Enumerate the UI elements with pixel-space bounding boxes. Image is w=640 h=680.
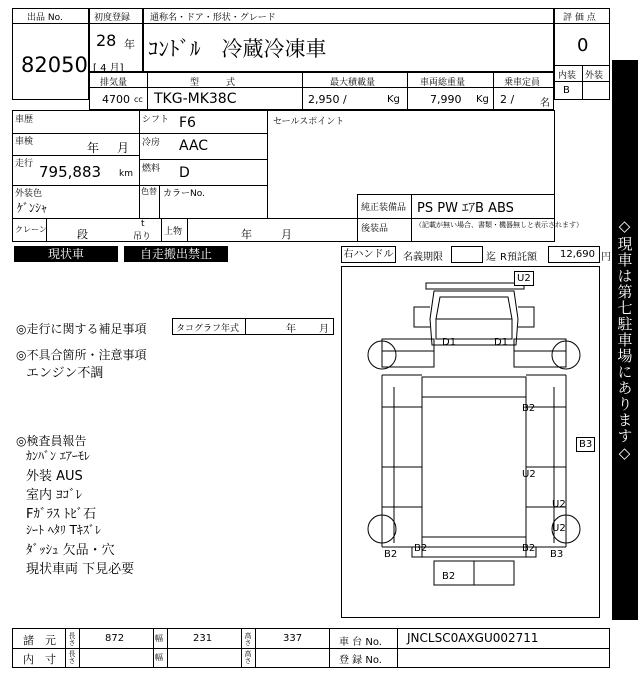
first-reg-label: 初度登録 (94, 13, 131, 23)
interior-value: B (563, 85, 570, 96)
mileage-unit: km (119, 169, 133, 179)
height-value: 337 (283, 633, 303, 644)
capacity-unit: 名 (540, 98, 550, 109)
capacity-label: 乗車定員 (504, 78, 541, 88)
chassis-label: 車 台 No. (339, 637, 382, 648)
report-line: Fｶﾞﾗｽ ﾄﾋﾞ石 (26, 507, 97, 522)
max-load-unit: Kg (387, 94, 400, 105)
inspection-label: 車検 (15, 137, 34, 147)
first-reg-year-unit: 年 (124, 38, 135, 51)
height-label: 高さ (244, 632, 252, 646)
ac-label: 冷房 (142, 138, 161, 148)
rating-box (554, 8, 610, 100)
name-change-label: 名義期限 (403, 252, 443, 263)
color-code-label: カラーNo. (163, 189, 205, 199)
top-year: 年 (241, 228, 252, 241)
tachograph-box (172, 318, 334, 335)
type-value: TKG-MK38C (154, 91, 237, 107)
width-value: 231 (193, 633, 213, 644)
in-height-label: 高さ (244, 650, 252, 664)
ext-color-label: 外装色 (15, 189, 43, 199)
top-month: 月 (281, 228, 292, 241)
chassis-value: JNCLSC0AXGU002711 (407, 631, 539, 645)
report-line: ｼｰﾄ ﾍﾀﾘ Tｷｽﾞﾚ (26, 523, 101, 537)
inspector-report-label: ◎検査員報告 (16, 434, 87, 448)
recycle-fee-box (548, 246, 600, 263)
length-value: 872 (105, 633, 125, 644)
report-line: ｶﾝﾊﾞﾝ ｴｱｰﾓﾚ (26, 449, 90, 463)
recycle-label: R預託額 (500, 252, 537, 263)
crane-stage: 段 (77, 228, 88, 241)
max-load-value: 2,950 / (308, 93, 347, 106)
ac-value: AAC (179, 138, 209, 154)
lot-number-box (12, 8, 89, 100)
rating-value: 0 (577, 35, 589, 56)
sales-point-label: セールスポイント (273, 117, 345, 127)
aftermarket-note: （記載が無い場合、書類・機器無しと表示されます） (415, 221, 583, 229)
spec-label: 諸 元 (23, 634, 56, 647)
first-reg-year: 28 (96, 31, 117, 50)
damage-mark: B2 (522, 403, 536, 414)
damage-mark: D1 (494, 337, 509, 348)
defects-label: ◎不具合箇所・注意事項 (16, 348, 147, 362)
shift-value: F6 (179, 115, 196, 131)
length-label: 長さ (68, 632, 76, 646)
displacement-label: 排気量 (100, 78, 128, 88)
type-label: 型 式 (190, 78, 236, 88)
crane-ton-top: t (141, 219, 145, 229)
recycle-fee: 12,690 (560, 249, 595, 260)
damage-mark: B2 (442, 571, 456, 582)
in-length-label: 長さ (68, 650, 76, 664)
interior-dim-label: 内 寸 (23, 653, 56, 666)
lot-number: 82050 (21, 53, 88, 77)
mileage-label: 走行 (15, 159, 34, 169)
model-name: ｺﾝﾄﾞﾙ 冷蔵冷凍車 (148, 37, 327, 61)
gross-weight-unit: Kg (476, 94, 489, 105)
registration-label: 登 録 No. (339, 655, 382, 666)
damage-mark: B2 (414, 543, 428, 554)
color-change-label: 色替 (141, 187, 157, 196)
handle-box (341, 246, 396, 263)
spec-row (89, 72, 554, 110)
fuel-value: D (179, 165, 190, 181)
gross-weight-value: 7,990 (430, 93, 462, 106)
aftermarket-label: 後装品 (361, 224, 389, 234)
damage-mark: U2 (552, 499, 566, 510)
report-line: 外装 AUS (26, 469, 83, 484)
top-label: 上物 (164, 227, 183, 237)
damage-mark: U2 (522, 469, 536, 480)
shift-label: シフト (142, 115, 170, 125)
truck-outline-diagram (342, 267, 599, 617)
history-label: 車歴 (15, 115, 34, 125)
defect-item: エンジン不調 (26, 366, 104, 381)
report-line: 室内 ﾖｺﾞﾚ (26, 488, 83, 503)
in-width-label: 幅 (155, 653, 163, 662)
damage-mark: B2 (384, 549, 398, 560)
crane-label: クレーン (15, 225, 47, 234)
max-load-label: 最大積載量 (330, 78, 376, 88)
exterior-label: 外装 (585, 71, 604, 81)
parking-location-banner: ◇現車は第七駐車場にあります◇ (612, 60, 638, 620)
lot-number-label: 出品 No. (27, 13, 63, 23)
vehicle-diagram (341, 266, 600, 618)
mileage-value: 795,883 (39, 163, 102, 181)
name-change-box (451, 246, 483, 263)
driving-notes-label: ◎走行に関する補足事項 (16, 322, 147, 336)
inspection-year: 年 (87, 141, 100, 155)
dimensions-table (12, 628, 610, 668)
details-grid (12, 110, 583, 242)
capacity-value: 2 / (500, 93, 515, 106)
inspection-month: 月 (117, 141, 130, 155)
crane-ton-bottom: 吊り (133, 232, 152, 242)
first-reg-month: [ 4 月] (93, 63, 124, 74)
damage-mark: U2 (552, 523, 566, 534)
damage-mark: U2 (514, 271, 534, 286)
std-equip-label: 純正装備品 (361, 203, 407, 213)
model-box (143, 8, 554, 72)
damage-mark: B3 (550, 549, 564, 560)
model-label: 通称名・ドア・形状・グレード (150, 13, 276, 23)
first-registration-box (89, 8, 143, 72)
tachograph-year: 年 (286, 324, 296, 335)
self-drive-forbidden-badge: 自走搬出禁止 (124, 246, 228, 262)
displacement-unit: cc (134, 95, 143, 104)
displacement-value: 4700 (102, 93, 130, 106)
rating-label: 評 価 点 (563, 13, 596, 23)
gross-weight-label: 車両総重量 (420, 78, 466, 88)
current-state-badge: 現状車 (14, 246, 118, 262)
tachograph-month: 月 (319, 324, 329, 335)
fuel-label: 燃料 (142, 164, 161, 174)
report-line: ﾀﾞｯｼｭ 欠品・穴 (26, 543, 115, 558)
std-equip-value: PS PW ｴｱB ABS (417, 201, 514, 216)
tachograph-label: タコグラフ年式 (176, 324, 240, 334)
recycle-unit: 円 (601, 252, 611, 263)
damage-mark: B3 (576, 437, 595, 452)
damage-mark: B2 (522, 543, 536, 554)
width-label: 幅 (155, 634, 163, 643)
damage-mark: D1 (442, 337, 457, 348)
interior-label: 内装 (558, 71, 577, 81)
handle-value: 右ハンドル (343, 249, 394, 260)
mileage-cert-prefix: 迄 (486, 252, 496, 263)
ext-color-value: ｹﾞﾝｼｬ (17, 201, 48, 215)
report-line: 現状車両 下見必要 (26, 562, 135, 577)
